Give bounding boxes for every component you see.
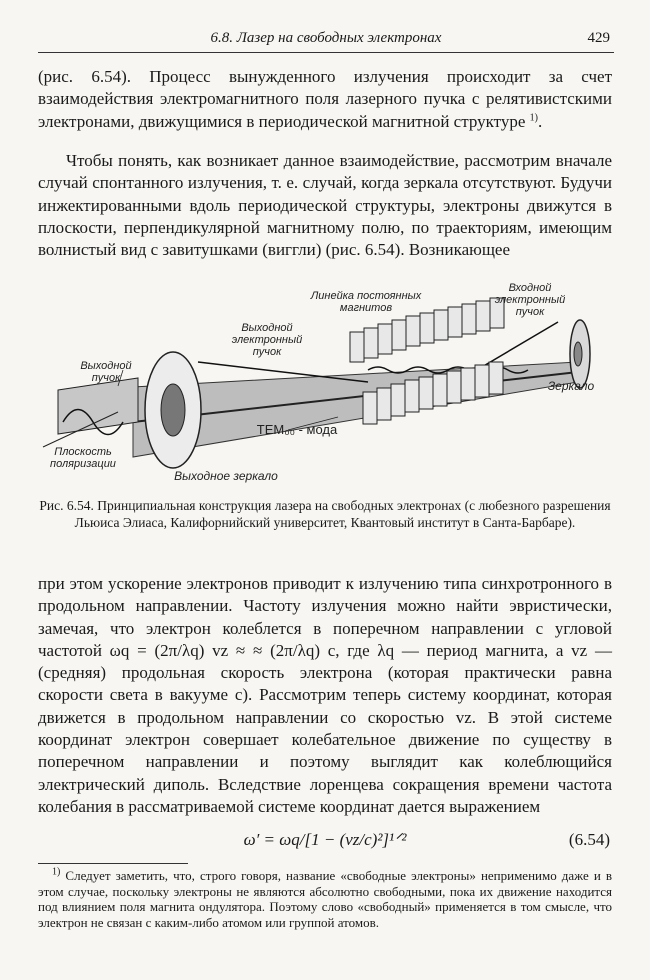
paragraph-1-text: (рис. 6.54). Процесс вынужденного излучения происходит за счет взаимодействия электромагнитного поля лазерного пучка с релятивистскими электронами, движущимися в периодической магнитной структуре [38,67,612,131]
footnote [38,868,612,930]
paragraph-3: при этом ускорение электронов приводит к излучению типа синхротронного в продольном направлении. Частоту излучения можно найти эвристически, замечая, что электрон колеблется в поперечном направлении с угловой частотой ωq = (2π/λq) vz ≈ ≈ (2π/λq) c, где λq — период магнита, а vz — (средняя) продольная скорость электрона (которая практически равна скорости света в вакууме c). Рассмотрим теперь систему координат, которая движется в продольном направлении со скоростью vz. В этой системе координат электрон совершает колебательное движение по существу в поперечном направлении и поэтому выглядит как колеблющийся электрический диполь. Вследствие лоренцева сокращения времени частота колебания в рассматриваемой системе координат дается выражением [38,574,612,816]
figure-caption: Рис. 6.54. Принципиальная конструкция лазера на свободных электронах (с любезного разрешения Льюиса Элиаса, Калифорнийский университет, Квантовый институт в Санта-Барбаре). [39,498,611,530]
output-mirror-label: Выходное зеркало [174,469,278,483]
mirror-label: Зеркало [547,379,595,393]
paragraph-1-end: . [538,111,543,131]
right-mirror-core [574,342,582,366]
input-beam-label: Входной электронный пучок [494,282,566,318]
output-mirror-core [161,384,185,436]
output-e-beam-label: Выходной электронный пучок [231,322,303,358]
page-number: 429 [587,30,610,46]
output-beam-label: Выходной пучок [80,360,132,384]
equation-expression: ω′ = ωq/[1 − (vz/c)²]¹ᐟ² [243,830,407,849]
footnote-marker: 1) [52,866,61,878]
output-beam [58,378,138,434]
equation-number: (6.54) [568,830,610,849]
paragraph-2: Чтобы понять, как возникает данное взаимодействие, рассмотрим вначале случай спонтанного излучения, т. е. случай, когда зеркала отсутствуют. Будучи инжектированными вдоль периодической структуры, электроны движутся в плоскости, перпендикулярной магнитному полю, по траекториям, имеющим волнистый вид с завитушками (виггли) (рис. 6.54). Возникающее [38,151,612,260]
magnet-row-label: Линейка постоянных магнитов [310,290,422,314]
footnote-ref: 1) [529,111,539,123]
tem-mode-label: TEM₀₀ - мода [256,422,338,437]
running-head: 6.8. Лазер на свободных электронах [210,30,442,46]
footnote-text: Следует заметить, что, строго говоря, название «свободные электроны» неприменимо даже и в этом случае, поскольку электроны не являются абсолютно свободными, пока их движение находится под влиянием поля магнита ондулятора. Поэтому слово «свободный» применяется в том смысле, что электрон не связан с каким-либо атомом или группой атомов. [38,868,612,930]
equation-6-54 [38,830,612,854]
paragraph-1 [38,66,612,133]
figure-6-54 [38,282,612,492]
polarization-plane-label: Плоскость поляризации [50,446,116,470]
page-header [38,30,614,53]
footnote-rule [38,863,188,864]
